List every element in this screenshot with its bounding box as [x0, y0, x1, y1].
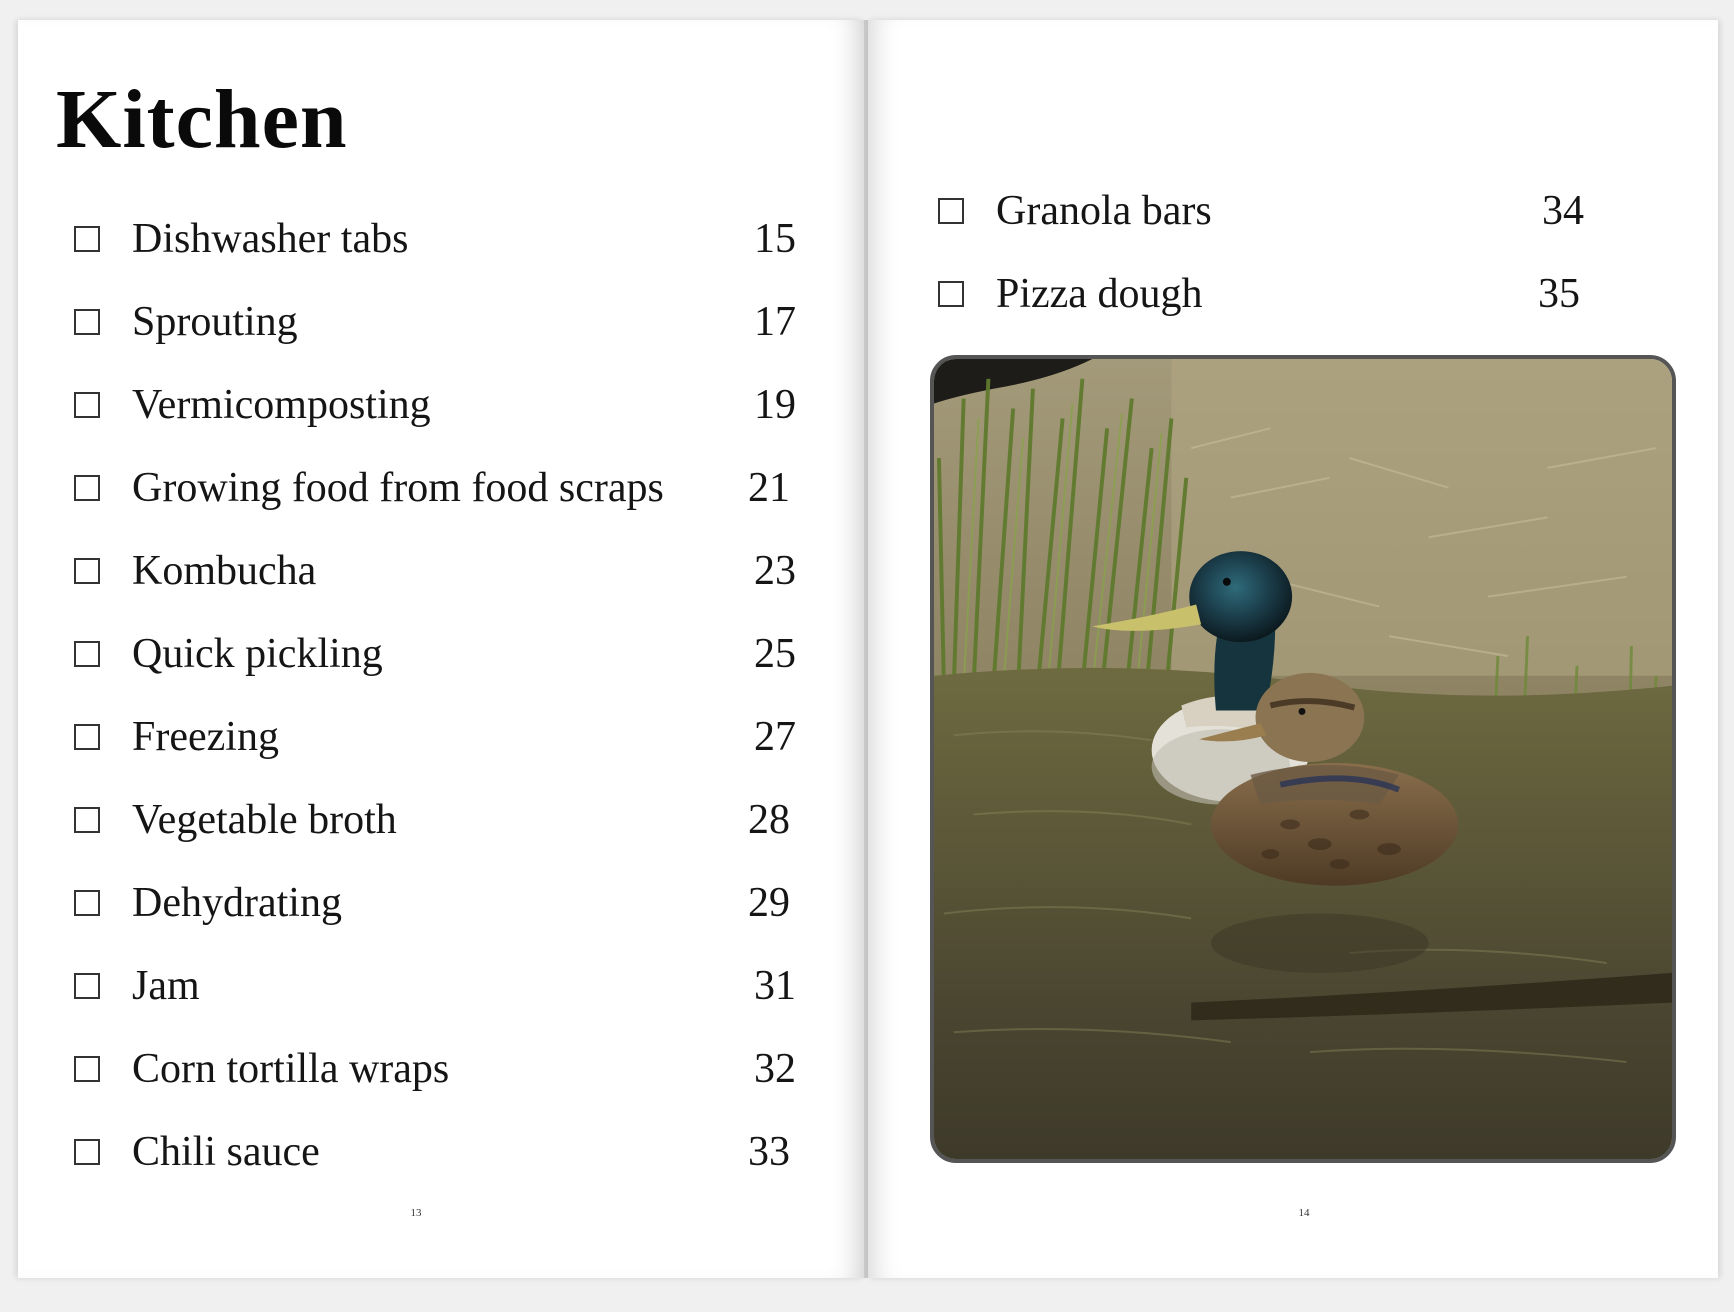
checkbox[interactable] — [74, 558, 100, 584]
toc-item-page-number: 17 — [754, 299, 796, 345]
toc-item-title: Vermicomposting — [132, 382, 431, 428]
toc-item-page-number: 28 — [748, 797, 790, 843]
toc-item — [54, 1119, 796, 1202]
toc-item — [918, 178, 1660, 261]
checkbox[interactable] — [74, 392, 100, 418]
toc-item-page-number: 34 — [1542, 188, 1584, 234]
toc-item — [918, 261, 1660, 344]
duck-photo — [930, 355, 1676, 1163]
toc-item-title: Freezing — [132, 714, 279, 760]
mallard-ducks-illustration — [934, 359, 1672, 1159]
toc-item-page-number: 35 — [1538, 271, 1580, 317]
toc-item-page-number: 27 — [754, 714, 796, 760]
toc-item — [54, 372, 796, 455]
toc-item-title: Vegetable broth — [132, 797, 397, 843]
toc-item-page-number: 29 — [748, 880, 790, 926]
toc-item — [54, 289, 796, 372]
toc-item-page-number: 25 — [754, 631, 796, 677]
toc-item-page-number: 33 — [748, 1129, 790, 1175]
checkbox[interactable] — [74, 724, 100, 750]
toc-item — [54, 870, 796, 953]
toc-item-title: Growing food from food scraps — [132, 465, 664, 511]
toc-item-title: Dehydrating — [132, 880, 342, 926]
toc-item-title: Quick pickling — [132, 631, 383, 677]
toc-item — [54, 621, 796, 704]
toc-item — [54, 953, 796, 1036]
toc-item — [54, 538, 796, 621]
toc-item-page-number: 31 — [754, 963, 796, 1009]
toc-item — [54, 1036, 796, 1119]
checkbox[interactable] — [74, 1056, 100, 1082]
toc-item — [54, 787, 796, 870]
toc-item-title: Pizza dough — [996, 271, 1203, 317]
checkbox[interactable] — [74, 641, 100, 667]
toc-item-page-number: 32 — [754, 1046, 796, 1092]
page-title: Kitchen — [56, 73, 348, 166]
toc-item — [54, 704, 796, 787]
checkbox[interactable] — [938, 198, 964, 224]
page-number-left: 13 — [410, 1207, 422, 1219]
checkbox[interactable] — [74, 973, 100, 999]
checkbox[interactable] — [74, 475, 100, 501]
checkbox[interactable] — [74, 309, 100, 335]
toc-item-title: Chili sauce — [132, 1129, 320, 1175]
toc-list-right — [918, 178, 1660, 344]
checkbox[interactable] — [74, 807, 100, 833]
toc-item — [54, 455, 796, 538]
toc-item-page-number: 23 — [754, 548, 796, 594]
checkbox[interactable] — [74, 890, 100, 916]
toc-item-title: Jam — [132, 963, 200, 1009]
toc-item-page-number: 15 — [754, 216, 796, 262]
checkbox[interactable] — [74, 1139, 100, 1165]
checkbox[interactable] — [938, 281, 964, 307]
toc-item — [54, 206, 796, 289]
toc-list-left — [54, 206, 796, 1202]
toc-item-page-number: 21 — [748, 465, 790, 511]
toc-item-title: Granola bars — [996, 188, 1212, 234]
checkbox[interactable] — [74, 226, 100, 252]
toc-item-title: Sprouting — [132, 299, 298, 345]
toc-item-title: Dishwasher tabs — [132, 216, 409, 262]
page-number-right: 14 — [1298, 1207, 1310, 1219]
toc-item-title: Kombucha — [132, 548, 317, 594]
toc-item-title: Corn tortilla wraps — [132, 1046, 450, 1092]
toc-item-page-number: 19 — [754, 382, 796, 428]
